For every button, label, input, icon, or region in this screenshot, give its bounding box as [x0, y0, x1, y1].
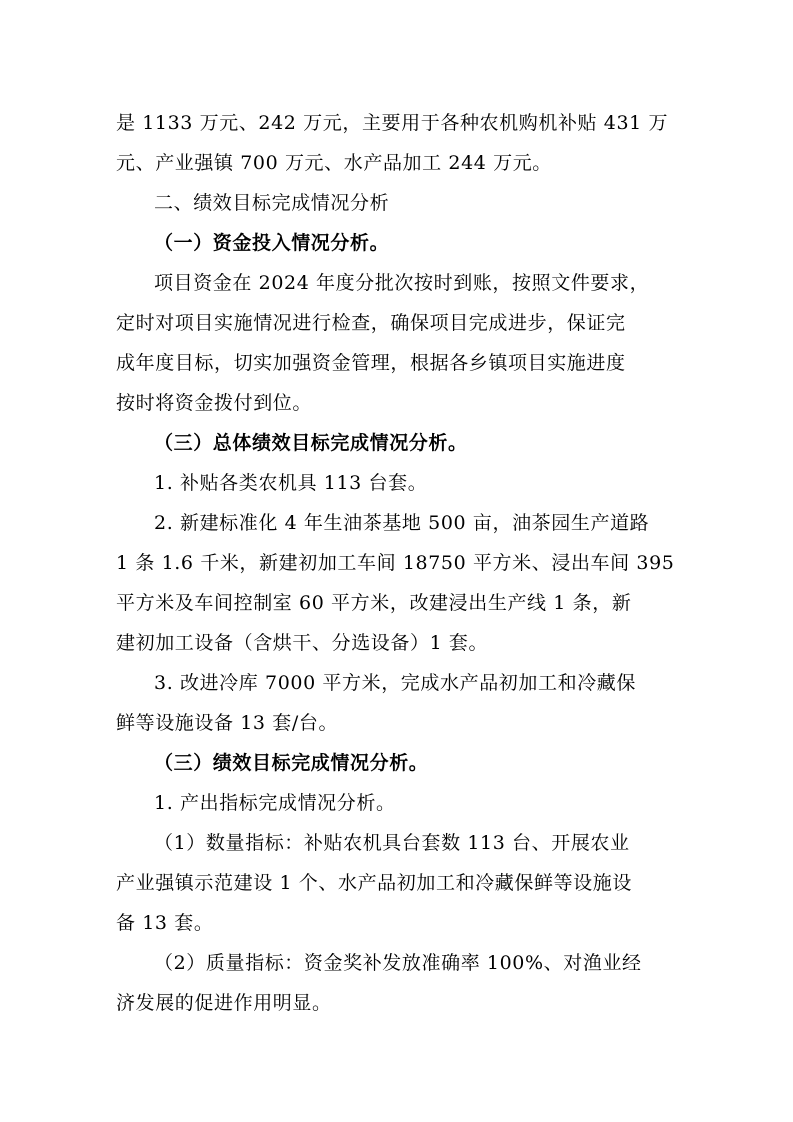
- list-item-1: [116, 463, 686, 503]
- document-body: [116, 103, 686, 1023]
- text-line: 3. 改进冷库 7000 平方米，完成水产品初加工和冷藏保: [154, 672, 637, 694]
- list-item-2: [116, 503, 686, 663]
- output-indicators: [116, 783, 686, 823]
- fund-input-paragraph: [116, 263, 686, 423]
- text-line: 是 1133 万元、242 万元，主要用于各种农机购机补贴 431 万: [116, 112, 669, 134]
- quality-indicators: [116, 943, 686, 1023]
- text-line: （1）数量指标：补贴农机具台套数 113 台、开展农业: [154, 832, 630, 854]
- text-line: 1. 补贴各类农机具 113 台套。: [154, 472, 428, 494]
- text-line: 1 条 1.6 千米，新建初加工车间 18750 平方米、浸出车间 395: [116, 552, 675, 574]
- text-line: 建初加工设备（含烘干、分选设备）1 套。: [116, 632, 489, 654]
- subheading-goal-completion: （三）绩效目标完成情况分析。: [154, 752, 429, 774]
- text-line: 成年度目标，切实加强资金管理，根据各乡镇项目实施进度: [116, 352, 626, 374]
- subheading-overall-goals: （三）总体绩效目标完成情况分析。: [154, 432, 468, 454]
- text-line: 济发展的促进作用明显。: [116, 992, 332, 1014]
- intro-paragraph: [116, 103, 686, 183]
- text-line: 1. 产出指标完成情况分析。: [154, 792, 396, 814]
- list-item-3: [116, 663, 686, 743]
- text-line: 鲜等设施设备 13 套/台。: [116, 712, 339, 734]
- text-line: 元、产业强镇 700 万元、水产品加工 244 万元。: [116, 152, 552, 174]
- section-heading-performance: 二、绩效目标完成情况分析: [154, 192, 390, 214]
- text-line: 产业强镇示范建设 1 个、水产品初加工和冷藏保鲜等设施设: [116, 872, 632, 894]
- quantity-indicators: [116, 823, 686, 943]
- text-line: 平方米及车间控制室 60 平方米，改建浸出生产线 1 条，新: [116, 592, 632, 614]
- text-line: 项目资金在 2024 年度分批次按时到账，按照文件要求，: [154, 272, 650, 294]
- text-line: 备 13 套。: [116, 912, 214, 934]
- text-line: （2）质量指标：资金奖补发放准确率 100%、对渔业经: [154, 952, 642, 974]
- text-line: 按时将资金拨付到位。: [116, 392, 313, 414]
- text-line: 2. 新建标准化 4 年生油茶基地 500 亩，油茶园生产道路: [154, 512, 650, 534]
- text-line: 定时对项目实施情况进行检查，确保项目完成进步，保证完: [116, 312, 626, 334]
- subheading-fund-input: （一）资金投入情况分析。: [154, 232, 390, 254]
